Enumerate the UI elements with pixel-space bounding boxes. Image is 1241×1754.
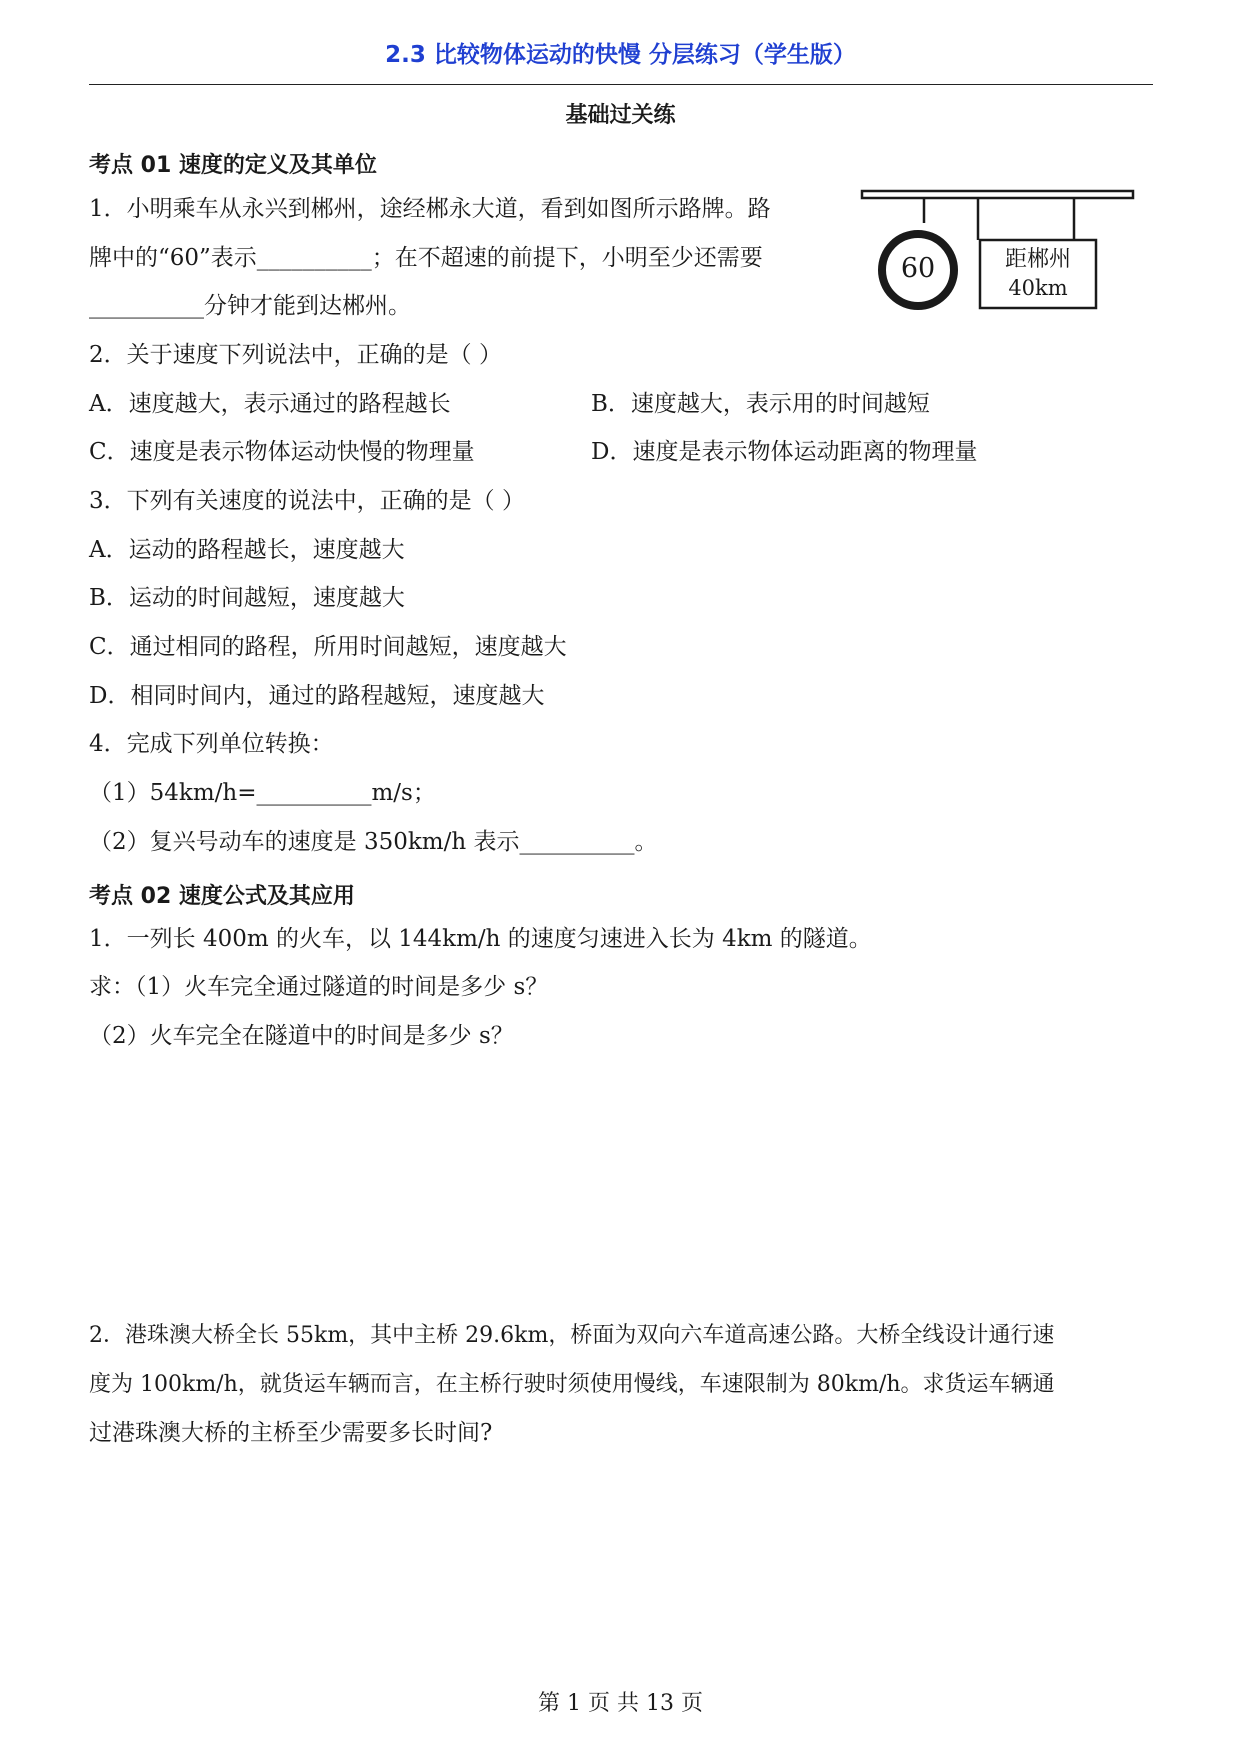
header-divider (89, 84, 1153, 85)
t2-q1-line1: 1．一列长 400m 的火车，以 144km/h 的速度匀速进入长为 4km 的隧道。 (89, 926, 872, 952)
q4-part1: （1）54km/h=__________m/s； (89, 780, 436, 806)
distance-sign-line1: 距郴州 (1004, 247, 1071, 272)
t2-q1-line2: 求：（1）火车完全通过隧道的时间是多少 s？ (89, 974, 549, 1000)
speed-limit-value: 60 (900, 253, 936, 284)
t2-q1-line3: （2）火车完全在隧道中的时间是多少 s？ (89, 1023, 514, 1049)
road-sign-figure (860, 188, 1136, 316)
topic-02-title: 考点 02 速度公式及其应用 (89, 884, 355, 909)
q3-stem: 3．下列有关速度的说法中，正确的是（ ） (89, 488, 525, 514)
section-title: 基础过关练 (565, 103, 676, 128)
q1-line2: 牌中的“60”表示__________；在不超速的前提下，小明至少还需要 (89, 245, 763, 271)
q2-option-b: B．速度越大，表示用的时间越短 (591, 391, 930, 417)
page-number: 第 1 页 共 13 页 (538, 1691, 703, 1716)
q2-option-a: A．速度越大，表示通过的路程越长 (89, 391, 451, 417)
q3-option-a: A．运动的路程越长，速度越大 (89, 537, 405, 563)
topic-01-title: 考点 01 速度的定义及其单位 (89, 153, 377, 178)
t2-q2-line1: 2．港珠澳大桥全长 55km，其中主桥 29.6km，桥面为双向六车道高速公路。大桥全线设计通行速 (89, 1323, 1055, 1348)
q1-line1: 1．小明乘车从永兴到郴州，途经郴永大道，看到如图所示路牌。路 (89, 196, 771, 222)
q3-option-d: D．相同时间内，通过的路程越短，速度越大 (89, 683, 545, 709)
q3-option-b: B．运动的时间越短，速度越大 (89, 585, 405, 611)
document-title: 2.3 比较物体运动的快慢 分层练习（学生版） (385, 42, 856, 68)
q3-option-c: C．通过相同的路程，所用时间越短，速度越大 (89, 634, 567, 660)
t2-q2-line3: 过港珠澳大桥的主桥至少需要多长时间? (89, 1420, 493, 1446)
distance-sign-line2: 40km (1008, 276, 1068, 300)
q2-stem: 2．关于速度下列说法中，正确的是（ ） (89, 342, 502, 368)
q4-part2: （2）复兴号动车的速度是 350km/h 表示__________。 (89, 829, 658, 855)
q1-line3: __________分钟才能到达郴州。 (89, 293, 411, 319)
q2-option-d: D．速度是表示物体运动距离的物理量 (591, 439, 978, 465)
t2-q2-line2: 度为 100km/h，就货运车辆而言，在主桥行驶时须使用慢线，车速限制为 80km/h。求货运车辆通 (89, 1372, 1055, 1397)
q2-option-c: C．速度是表示物体运动快慢的物理量 (89, 439, 475, 465)
q4-stem: 4．完成下列单位转换： (89, 731, 334, 757)
